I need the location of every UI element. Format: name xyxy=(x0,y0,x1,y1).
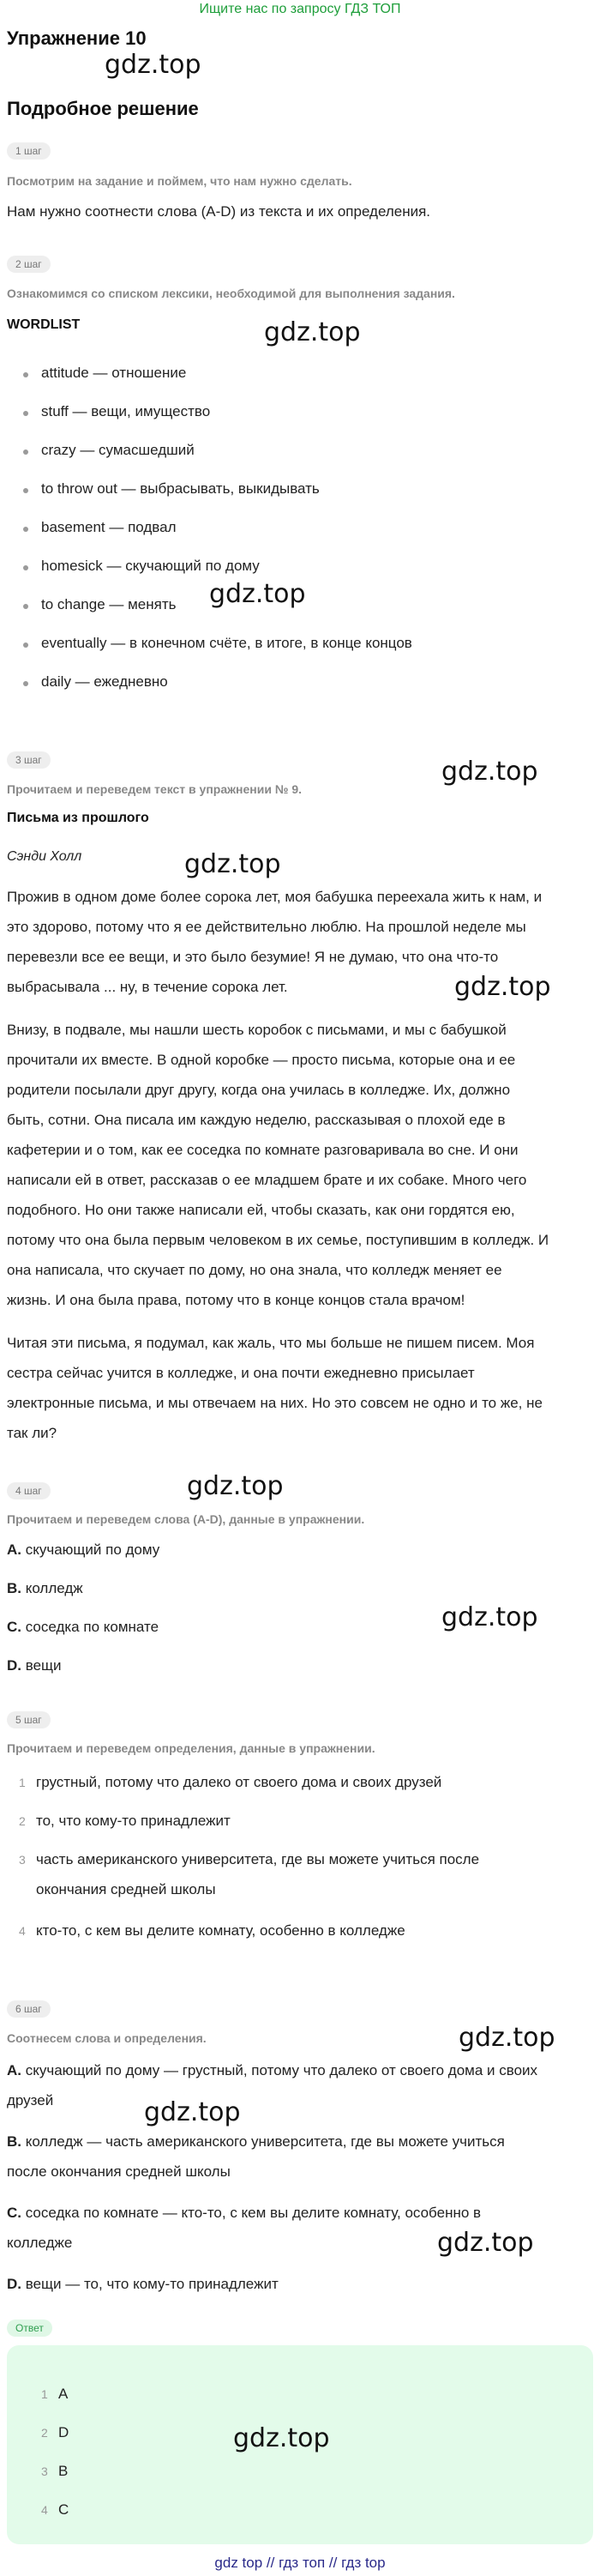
bullet-icon xyxy=(23,527,28,532)
step-hint: Прочитаем и переведем текст в упражнении № 9. xyxy=(7,782,303,796)
match-line xyxy=(7,2275,279,2294)
definition-number: 1 xyxy=(19,1776,26,1789)
step-badge: 1 шаг xyxy=(7,142,51,160)
paragraph-line: жизнь. И она была права, потому что в конце концов стала врачом! xyxy=(7,1292,465,1308)
item-letter: B. xyxy=(7,1580,21,1596)
wordlist-item: crazy — сумасшедший xyxy=(41,442,195,458)
watermark: gdz.top xyxy=(437,2228,534,2258)
item-letter: B. xyxy=(7,2133,21,2150)
top-banner[interactable]: Ищите нас по запросу ГДЗ ТОП xyxy=(199,2,401,16)
item-letter: D. xyxy=(7,1657,21,1674)
wordlist-item: stuff — вещи, имущество xyxy=(41,403,211,419)
text-author: Сэнди Холл xyxy=(7,849,82,864)
paragraph-line: потому что она была первым человеком в их семье, поступившим в колледж. И xyxy=(7,1232,549,1248)
step-badge: 3 шаг xyxy=(7,751,51,769)
watermark: gdz.top xyxy=(184,849,281,879)
watermark: gdz.top xyxy=(454,972,551,1002)
wordlist-item: basement — подвал xyxy=(41,519,177,535)
watermark: gdz.top xyxy=(209,579,306,609)
step-hint: Прочитаем и переведем определения, данные в упражнении. xyxy=(7,1741,375,1755)
watermark: gdz.top xyxy=(441,1602,538,1632)
item-letter: C. xyxy=(7,2205,21,2221)
bullet-icon xyxy=(23,604,28,609)
paragraph-line: электронные письма, и мы отвечаем на них. Но это совсем не одно и то же, не xyxy=(7,1395,543,1411)
definition-number: 3 xyxy=(19,1853,26,1867)
watermark: gdz.top xyxy=(233,2423,330,2453)
bullet-icon xyxy=(23,411,28,416)
match-line: колледже xyxy=(7,2235,73,2251)
match-line xyxy=(7,2204,481,2223)
paragraph-line: Читая эти письма, я подумал, как жаль, что мы больше не пишем писем. Моя xyxy=(7,1335,535,1351)
paragraph-line: родители посылали друг другу, когда она училась в колледже. Их, должно xyxy=(7,1082,511,1098)
definition-number: 4 xyxy=(19,1924,26,1938)
wordlist-item: homesick — скучающий по дому xyxy=(41,558,260,574)
item-text: соседка по комнате xyxy=(21,1619,159,1635)
bullet-icon xyxy=(23,681,28,686)
answer-number: 3 xyxy=(41,2464,48,2478)
answer-number: 1 xyxy=(41,2387,48,2401)
answer-value: D xyxy=(58,2424,69,2440)
paragraph-line: выбрасывала ... ну, в течение сорока лет. xyxy=(7,979,288,995)
paragraph-line: прочитали их вместе. В одной коробке — просто письма, которые она и ее xyxy=(7,1052,516,1068)
item-text: колледж xyxy=(21,1580,83,1596)
wordlist-item: attitude — отношение xyxy=(41,365,187,381)
paragraph-line: это здорово, потому что я ее действительно люблю. На прошлой неделе мы xyxy=(7,919,526,935)
wordlist-item: to throw out — выбрасывать, выкидывать xyxy=(41,480,320,497)
word-item xyxy=(7,1541,159,1559)
item-letter: A. xyxy=(7,2062,21,2078)
paragraph-line: кафетерии и о том, как ее соседка по комнате разговаривала во сне. И они xyxy=(7,1142,519,1158)
step-text: Нам нужно соотнести слова (A-D) из текста и их определения. xyxy=(7,203,431,220)
definition-text: часть американского университета, где вы можете учиться после xyxy=(36,1851,480,1867)
word-item xyxy=(7,1656,62,1675)
match-line xyxy=(7,2061,537,2080)
paragraph-line: перевезли все ее вещи, и это было безумие! Я не думаю, что она что-то xyxy=(7,949,499,965)
watermark: gdz.top xyxy=(459,2023,555,2053)
watermark: gdz.top xyxy=(144,2097,241,2127)
paragraph-line: подобного. Но они также написали ей, чтобы сказать, как они гордятся ею, xyxy=(7,1202,515,1218)
step-badge: 2 шаг xyxy=(7,256,51,273)
match-line xyxy=(7,2133,505,2151)
wordlist-item: to change — менять xyxy=(41,596,177,612)
item-letter: D. xyxy=(7,2276,21,2292)
word-item xyxy=(7,1618,159,1637)
answer-number: 2 xyxy=(41,2426,48,2440)
step-badge: 6 шаг xyxy=(7,2000,51,2018)
item-text: скучающий по дому — грустный, потому что далеко от своего дома и своих xyxy=(21,2062,538,2078)
wordlist-heading: WORDLIST xyxy=(7,317,81,332)
step-badge: 4 шаг xyxy=(7,1482,51,1499)
item-text: вещи xyxy=(21,1657,62,1674)
paragraph-line: Прожив в одном доме более сорока лет, моя бабушка переехала жить к нам, и xyxy=(7,889,543,905)
step-hint: Прочитаем и переведем слова (A-D), данные в упражнении. xyxy=(7,1512,365,1526)
paragraph-line: Внизу, в подвале, мы нашли шесть коробок с письмами, и мы с бабушкой xyxy=(7,1022,507,1038)
paragraph-line: сестра сейчас учится в колледже, и она почти ежедневно присылает xyxy=(7,1365,475,1381)
definition-text: окончания средней школы xyxy=(36,1881,216,1897)
wordlist-item: daily — ежедневно xyxy=(41,673,168,690)
item-text: вещи — то, что кому-то принадлежит xyxy=(21,2276,279,2292)
item-letter: C. xyxy=(7,1619,21,1635)
watermark: gdz.top xyxy=(187,1471,284,1501)
bullet-icon xyxy=(23,642,28,648)
wordlist-item: eventually — в конечном счёте, в итоге, в конце концов xyxy=(41,635,412,651)
footer-links[interactable]: gdz top // гдз топ // гдз top xyxy=(214,2555,386,2571)
answer-value: A xyxy=(58,2386,69,2402)
definition-text: кто-то, с кем вы делите комнату, особенно в колледже xyxy=(36,1922,405,1939)
match-line: друзей xyxy=(7,2092,54,2108)
item-text: скучающий по дому xyxy=(21,1541,160,1558)
watermark: gdz.top xyxy=(105,50,201,80)
step-badge: 5 шаг xyxy=(7,1711,51,1728)
paragraph-line: быть, сотни. Она писала им каждую неделю, рассказывая о плохой еде в xyxy=(7,1112,506,1128)
bullet-icon xyxy=(23,565,28,570)
step-hint: Ознакомимся со списком лексики, необходимой для выполнения задания. xyxy=(7,287,455,300)
solution-title: Подробное решение xyxy=(7,98,199,119)
item-letter: A. xyxy=(7,1541,21,1558)
watermark: gdz.top xyxy=(441,757,538,787)
text-heading: Письма из прошлого xyxy=(7,811,149,825)
answer-number: 4 xyxy=(41,2503,48,2517)
watermark: gdz.top xyxy=(264,317,361,347)
paragraph-line: так ли? xyxy=(7,1425,57,1441)
step-hint: Соотнесем слова и определения. xyxy=(7,2031,207,2045)
paragraph-line: она написала, что скучает по дому, но она знала, что колледж меняет ее xyxy=(7,1262,502,1278)
bullet-icon xyxy=(23,449,28,455)
page-title: Упражнение 10 xyxy=(7,27,147,49)
definition-text: то, что кому-то принадлежит xyxy=(36,1813,231,1829)
paragraph-line: написали ей в ответ, рассказав о ее младшем брате и их собаке. Много чего xyxy=(7,1172,527,1188)
definition-number: 2 xyxy=(19,1814,26,1828)
bullet-icon xyxy=(23,488,28,493)
answer-label: Ответ xyxy=(7,2320,52,2337)
word-item xyxy=(7,1579,83,1598)
answer-value: B xyxy=(58,2463,69,2479)
answer-value: C xyxy=(58,2501,69,2518)
bullet-icon xyxy=(23,372,28,377)
item-text: колледж — часть американского университета, где вы можете учиться xyxy=(21,2133,505,2150)
item-text: соседка по комнате — кто-то, с кем вы делите комнату, особенно в xyxy=(21,2205,482,2221)
definition-text: грустный, потому что далеко от своего дома и своих друзей xyxy=(36,1774,442,1790)
match-line: после окончания средней школы xyxy=(7,2163,231,2180)
step-hint: Посмотрим на задание и поймем, что нам нужно сделать. xyxy=(7,174,352,188)
